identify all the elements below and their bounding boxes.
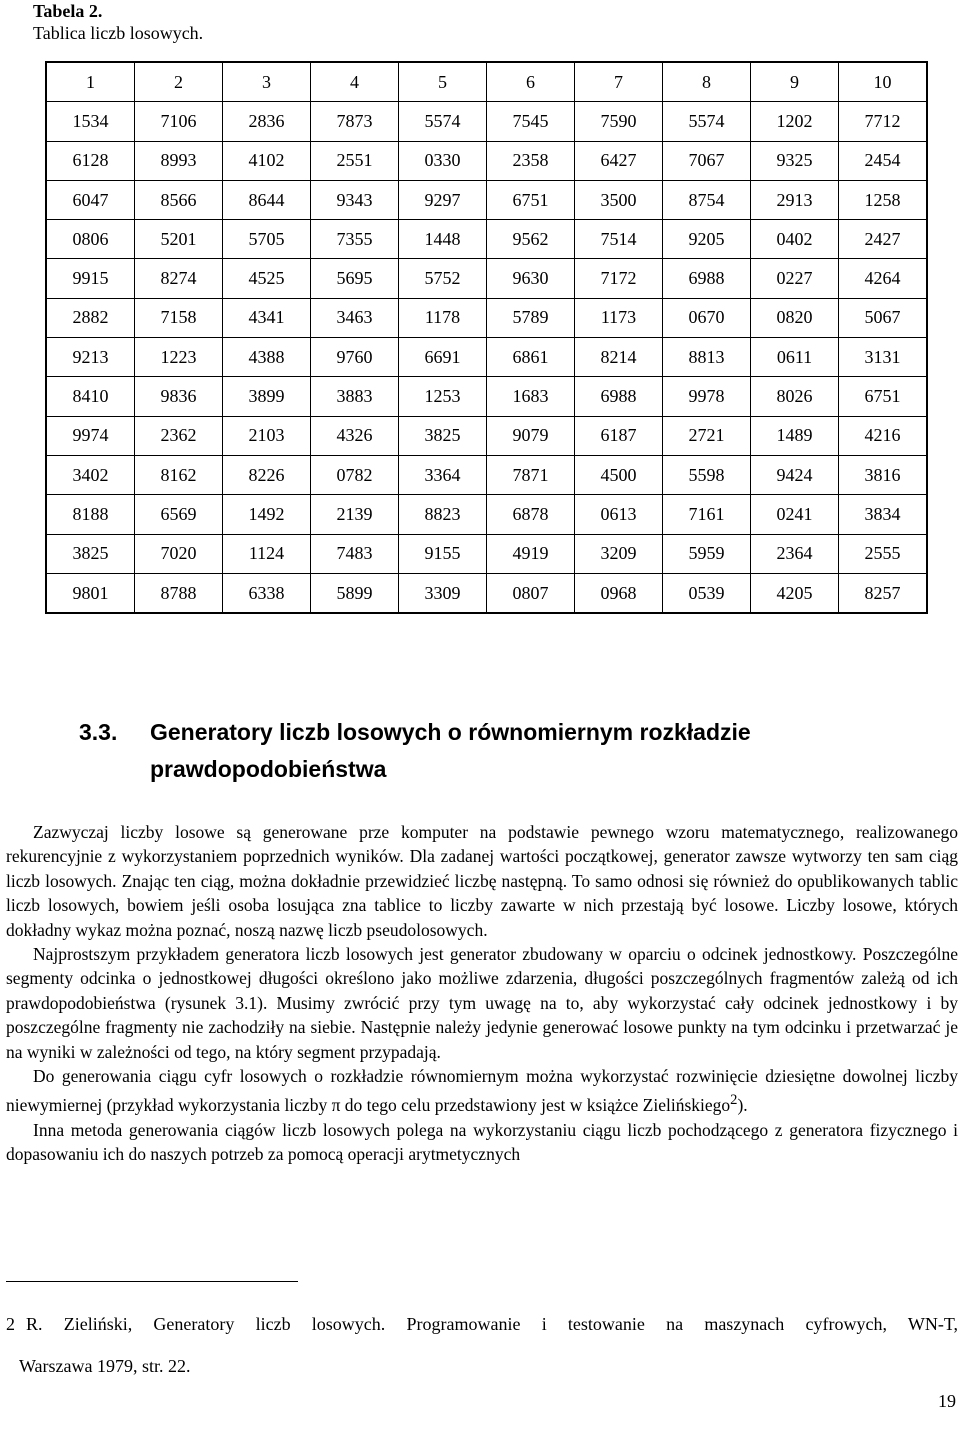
footnote xyxy=(6,1303,958,1387)
table-cell: 4205 xyxy=(751,573,839,613)
table-cell: 3131 xyxy=(839,338,928,377)
table-cell: 5574 xyxy=(663,102,751,141)
table-cell: 8026 xyxy=(751,377,839,416)
table-cell: 3309 xyxy=(399,573,487,613)
table-cell: 8788 xyxy=(135,573,223,613)
table-cell: 5752 xyxy=(399,259,487,298)
table-cell: 8754 xyxy=(663,180,751,219)
table-cell: 7161 xyxy=(663,495,751,534)
table-cell: 6751 xyxy=(487,180,575,219)
table-caption xyxy=(33,0,203,44)
table-cell: 2882 xyxy=(46,298,135,337)
table-cell: 1253 xyxy=(399,377,487,416)
table-cell: 7545 xyxy=(487,102,575,141)
table-cell: 3816 xyxy=(839,455,928,494)
table-cell: 3402 xyxy=(46,455,135,494)
table-cell: 2913 xyxy=(751,180,839,219)
table-row xyxy=(46,259,927,298)
table-cell: 2427 xyxy=(839,220,928,259)
random-number-table-container xyxy=(45,61,928,614)
table-cell: 2139 xyxy=(311,495,399,534)
table-row xyxy=(46,180,927,219)
table-cell: 9915 xyxy=(46,259,135,298)
table-label: Tabela 2. xyxy=(33,1,103,21)
table-row xyxy=(46,102,927,141)
table-cell: 8813 xyxy=(663,338,751,377)
table-cell: 5201 xyxy=(135,220,223,259)
table-cell: 5705 xyxy=(223,220,311,259)
table-header-cell: 10 xyxy=(839,62,928,102)
table-cell: 4500 xyxy=(575,455,663,494)
section-heading xyxy=(79,714,939,788)
table-cell: 9562 xyxy=(487,220,575,259)
table-cell: 3463 xyxy=(311,298,399,337)
table-cell: 4264 xyxy=(839,259,928,298)
paragraph-text-end: ). xyxy=(737,1095,748,1116)
body-text xyxy=(6,820,958,1167)
table-cell: 0968 xyxy=(575,573,663,613)
table-cell: 9978 xyxy=(663,377,751,416)
footnote-text: R. Zieliński, Generatory liczb losowych. Programowanie i testowanie na maszynach cyfrowych, WN-T, xyxy=(26,1314,958,1334)
table-cell: 7106 xyxy=(135,102,223,141)
table-row xyxy=(46,141,927,180)
table-cell: 3500 xyxy=(575,180,663,219)
table-cell: 8226 xyxy=(223,455,311,494)
table-cell: 7514 xyxy=(575,220,663,259)
table-cell: 8162 xyxy=(135,455,223,494)
table-cell: 6187 xyxy=(575,416,663,455)
table-cell: 7483 xyxy=(311,534,399,573)
table-cell: 4525 xyxy=(223,259,311,298)
table-cell: 5598 xyxy=(663,455,751,494)
table-cell: 4341 xyxy=(223,298,311,337)
table-cell: 2836 xyxy=(223,102,311,141)
footnote-reference[interactable]: 2 xyxy=(730,1092,738,1109)
table-header-cell: 1 xyxy=(46,62,135,102)
table-cell: 3364 xyxy=(399,455,487,494)
table-cell: 2362 xyxy=(135,416,223,455)
table-row xyxy=(46,455,927,494)
table-cell: 9079 xyxy=(487,416,575,455)
table-cell: 2721 xyxy=(663,416,751,455)
table-row xyxy=(46,298,927,337)
table-cell: 4216 xyxy=(839,416,928,455)
table-cell: 5789 xyxy=(487,298,575,337)
table-cell: 1202 xyxy=(751,102,839,141)
table-cell: 6569 xyxy=(135,495,223,534)
table-cell: 0227 xyxy=(751,259,839,298)
footnote-mark: 2 xyxy=(6,1314,15,1334)
table-cell: 1258 xyxy=(839,180,928,219)
table-cell: 0670 xyxy=(663,298,751,337)
table-cell: 7020 xyxy=(135,534,223,573)
table-cell: 7871 xyxy=(487,455,575,494)
section-title-line1: Generatory liczb losowych o równomiernym rozkładzie xyxy=(150,719,751,745)
table-cell: 6988 xyxy=(575,377,663,416)
table-cell: 3883 xyxy=(311,377,399,416)
table-cell: 1173 xyxy=(575,298,663,337)
table-row xyxy=(46,377,927,416)
table-cell: 3825 xyxy=(399,416,487,455)
table-cell: 6861 xyxy=(487,338,575,377)
table-cell: 4102 xyxy=(223,141,311,180)
table-cell: 8644 xyxy=(223,180,311,219)
table-cell: 0807 xyxy=(487,573,575,613)
table-cell: 1178 xyxy=(399,298,487,337)
table-cell: 1489 xyxy=(751,416,839,455)
table-cell: 6427 xyxy=(575,141,663,180)
table-cell: 0820 xyxy=(751,298,839,337)
table-cell: 6751 xyxy=(839,377,928,416)
table-cell: 3834 xyxy=(839,495,928,534)
table-header-cell: 8 xyxy=(663,62,751,102)
table-header-cell: 9 xyxy=(751,62,839,102)
table-cell: 9974 xyxy=(46,416,135,455)
table-cell: 7172 xyxy=(575,259,663,298)
table-cell: 9325 xyxy=(751,141,839,180)
table-header-cell: 2 xyxy=(135,62,223,102)
table-cell: 9760 xyxy=(311,338,399,377)
table-cell: 8823 xyxy=(399,495,487,534)
table-cell: 0330 xyxy=(399,141,487,180)
table-header-cell: 4 xyxy=(311,62,399,102)
table-cell: 2555 xyxy=(839,534,928,573)
table-row xyxy=(46,416,927,455)
paragraph-text: Do generowania ciągu cyfr losowych o rozkładzie równomiernym można wykorzystać rozwinięcie dziesiętne dowolnej liczby niewymiernej (przykład wykorzystania liczby π do tego celu przedstawiony jest w książce Zielińskiego xyxy=(6,1066,958,1116)
table-cell: 1683 xyxy=(487,377,575,416)
table-cell: 6338 xyxy=(223,573,311,613)
table-cell: 5899 xyxy=(311,573,399,613)
table-cell: 3899 xyxy=(223,377,311,416)
table-cell: 5959 xyxy=(663,534,751,573)
table-cell: 0613 xyxy=(575,495,663,534)
table-row xyxy=(46,220,927,259)
table-header-cell: 6 xyxy=(487,62,575,102)
table-cell: 6128 xyxy=(46,141,135,180)
table-cell: 8188 xyxy=(46,495,135,534)
paragraph: Najprostszym przykładem generatora liczb losowych jest generator zbudowany w oparciu o odcinek jednostkowy. Poszczególne segmenty odcinka o jednostkowej długości określono jako możliwe zdarzenia, długości poszczególnych fragmentów zależą od ich prawdopodobieństwa (rysunek 3.1). Musimy zwrócić przy tym uwagę na to, aby wykorzystać cały odcinek jednostkowy i by poszczególne fragmenty nie zachodziły na siebie. Następnie należy jedynie generować losowe punkty na tym odcinku i przetwarzać je na wyniki w zależności od tego, na który segment przypadają. xyxy=(6,944,958,1062)
table-cell: 5574 xyxy=(399,102,487,141)
table-cell: 9155 xyxy=(399,534,487,573)
table-cell: 9424 xyxy=(751,455,839,494)
table-cell: 9205 xyxy=(663,220,751,259)
table-cell: 7067 xyxy=(663,141,751,180)
table-cell: 0241 xyxy=(751,495,839,534)
table-cell: 5695 xyxy=(311,259,399,298)
table-cell: 6878 xyxy=(487,495,575,534)
table-cell: 8566 xyxy=(135,180,223,219)
table-cell: 1223 xyxy=(135,338,223,377)
table-cell: 0402 xyxy=(751,220,839,259)
table-cell: 2358 xyxy=(487,141,575,180)
table-row xyxy=(46,573,927,613)
table-cell: 9297 xyxy=(399,180,487,219)
table-cell: 6047 xyxy=(46,180,135,219)
table-cell: 9801 xyxy=(46,573,135,613)
table-cell: 1124 xyxy=(223,534,311,573)
table-cell: 4326 xyxy=(311,416,399,455)
table-row xyxy=(46,495,927,534)
table-cell: 4919 xyxy=(487,534,575,573)
table-cell: 8257 xyxy=(839,573,928,613)
footnote-line2: Warszawa 1979, str. 22. xyxy=(19,1356,191,1376)
paragraph: Inna metoda generowania ciągów liczb losowych polega na wykorzystaniu ciągu liczb pochodzącego z generatora fizycznego i dopasowaniu ich do naszych potrzeb za pomocą operacji arytmetycznych xyxy=(6,1119,958,1165)
random-number-table xyxy=(45,61,928,614)
table-cell: 1534 xyxy=(46,102,135,141)
table-cell: 9343 xyxy=(311,180,399,219)
table-cell: 7712 xyxy=(839,102,928,141)
table-cell: 0539 xyxy=(663,573,751,613)
table-cell: 3209 xyxy=(575,534,663,573)
table-cell: 8993 xyxy=(135,141,223,180)
table-cell: 9836 xyxy=(135,377,223,416)
table-cell: 6988 xyxy=(663,259,751,298)
table-cell: 2103 xyxy=(223,416,311,455)
page-number: 19 xyxy=(938,1391,956,1411)
table-cell: 7590 xyxy=(575,102,663,141)
section-number: 3.3. xyxy=(79,719,118,745)
paragraph xyxy=(6,1064,958,1118)
table-cell: 4388 xyxy=(223,338,311,377)
table-cell: 3825 xyxy=(46,534,135,573)
table-row xyxy=(46,338,927,377)
table-header-row xyxy=(46,62,927,102)
table-cell: 0806 xyxy=(46,220,135,259)
table-cell: 2551 xyxy=(311,141,399,180)
table-cell: 9213 xyxy=(46,338,135,377)
table-row xyxy=(46,534,927,573)
table-cell: 0782 xyxy=(311,455,399,494)
table-cell: 8410 xyxy=(46,377,135,416)
table-header-cell: 5 xyxy=(399,62,487,102)
table-cell: 8214 xyxy=(575,338,663,377)
table-header-cell: 3 xyxy=(223,62,311,102)
footnote-line1 xyxy=(6,1303,958,1345)
table-cell: 8274 xyxy=(135,259,223,298)
table-cell: 7873 xyxy=(311,102,399,141)
table-title: Tablica liczb losowych. xyxy=(33,23,204,43)
table-cell: 9630 xyxy=(487,259,575,298)
table-cell: 2364 xyxy=(751,534,839,573)
table-cell: 1492 xyxy=(223,495,311,534)
table-cell: 7158 xyxy=(135,298,223,337)
section-title-line2: prawdopodobieństwa xyxy=(150,756,387,782)
table-cell: 5067 xyxy=(839,298,928,337)
table-cell: 0611 xyxy=(751,338,839,377)
paragraph: Zazwyczaj liczby losowe są generowane prze komputer na podstawie pewnego wzoru matematycznego, realizowanego rekurencyjnie z wykorzystaniem poprzednich wyników. Dla zadanej wartości początkowej, generator zawsze wytworzy ten sam ciąg liczb losowych. Znając ten ciąg, można dokładnie przewidzieć liczbę następną. To samo odnosi się również do opublikowanych tablic liczb losowych, bowiem jeśli osoba losująca zna tablice to liczby zawarte w nich przestają być losowe. Liczby losowe, których dokładny wykaz można poznać, noszą nazwę liczb pseudolosowych. xyxy=(6,822,958,940)
table-cell: 7355 xyxy=(311,220,399,259)
table-cell: 1448 xyxy=(399,220,487,259)
footnote-divider xyxy=(6,1281,298,1282)
table-cell: 2454 xyxy=(839,141,928,180)
table-header-cell: 7 xyxy=(575,62,663,102)
table-cell: 6691 xyxy=(399,338,487,377)
